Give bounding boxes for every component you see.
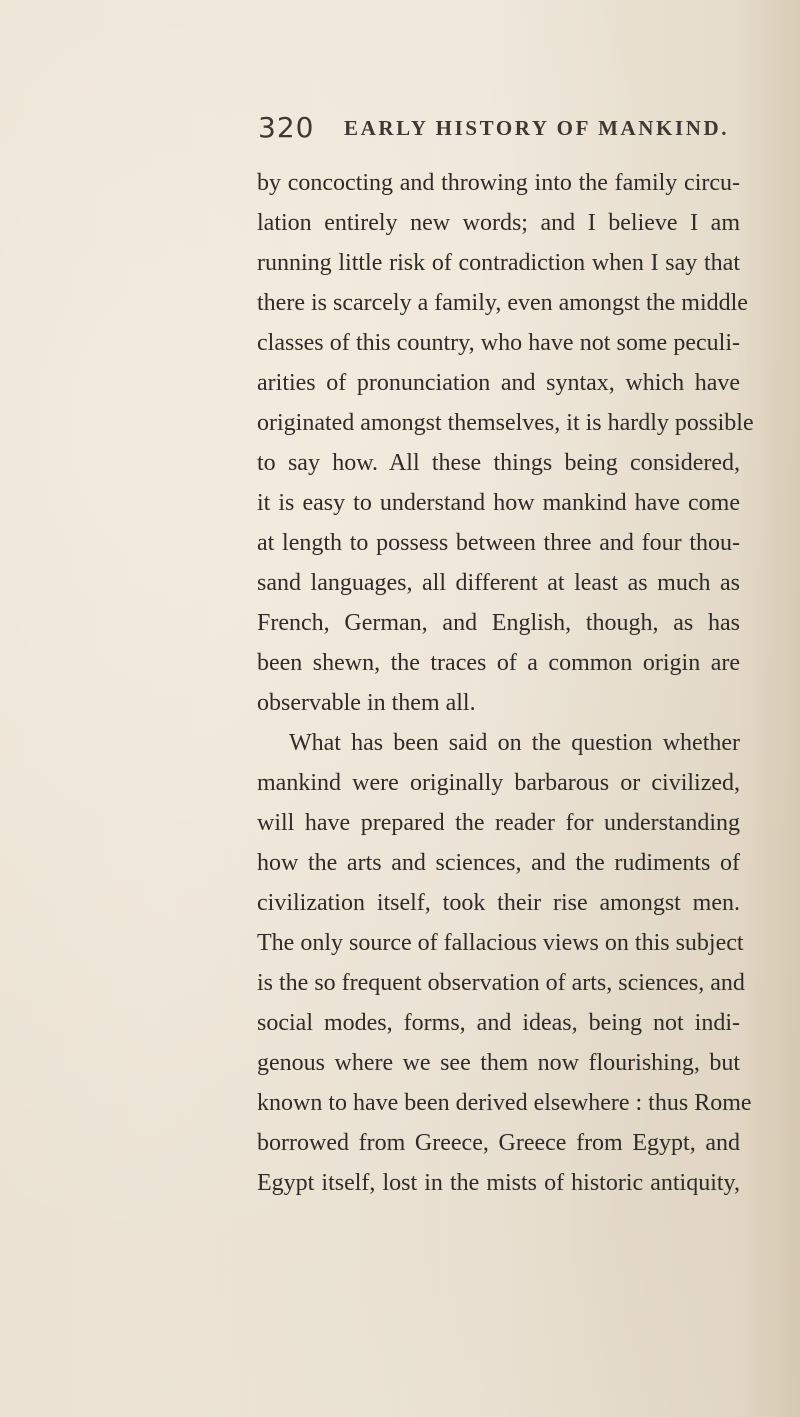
running-title: EARLY HISTORY OF MANKIND. [344, 116, 730, 140]
text-line: is the so frequent observation of arts, sciences, and [257, 970, 745, 996]
text-line: social modes, forms, and ideas, being not indi- [257, 1010, 740, 1036]
body-text [257, 163, 754, 1203]
page-number: 320 [258, 111, 315, 144]
text-line: mankind were originally barbarous or civilized, [257, 770, 740, 796]
text-line: known to have been derived elsewhere : thus Rome [257, 1090, 752, 1116]
text-line: will have prepared the reader for understanding [257, 810, 740, 836]
text-line: by concocting and throwing into the family circu- [257, 170, 740, 196]
text-line: observable in them all. [257, 690, 476, 716]
text-line: at length to possess between three and four thou- [257, 530, 740, 556]
text-line: been shewn, the traces of a common origin are [257, 650, 740, 676]
text-line: The only source of fallacious views on this subject [257, 930, 744, 956]
text-line: sand languages, all different at least as much as [257, 570, 740, 596]
text-line: originated amongst themselves, it is hardly possible [257, 410, 754, 436]
text-line: there is scarcely a family, even amongst the middle [257, 290, 748, 316]
text-line: French, German, and English, though, as has [257, 610, 740, 636]
text-line: What has been said on the question whether [289, 730, 740, 756]
text-line: classes of this country, who have not some peculi- [257, 330, 740, 356]
text-line: running little risk of contradiction when I say that [257, 250, 740, 276]
text-line: to say how. All these things being considered, [257, 450, 740, 476]
text-line: borrowed from Greece, Greece from Egypt, and [257, 1130, 740, 1156]
text-line: Egypt itself, lost in the mists of historic antiquity, [257, 1170, 740, 1196]
text-line: arities of pronunciation and syntax, which have [257, 370, 740, 396]
text-line: it is easy to understand how mankind have come [257, 490, 740, 516]
running-head [258, 110, 800, 150]
text-line: lation entirely new words; and I believe I am [257, 210, 740, 236]
text-line: how the arts and sciences, and the rudiments of [257, 850, 740, 876]
text-line: civilization itself, took their rise amongst men. [257, 890, 740, 916]
text-line: genous where we see them now flourishing, but [257, 1050, 740, 1076]
